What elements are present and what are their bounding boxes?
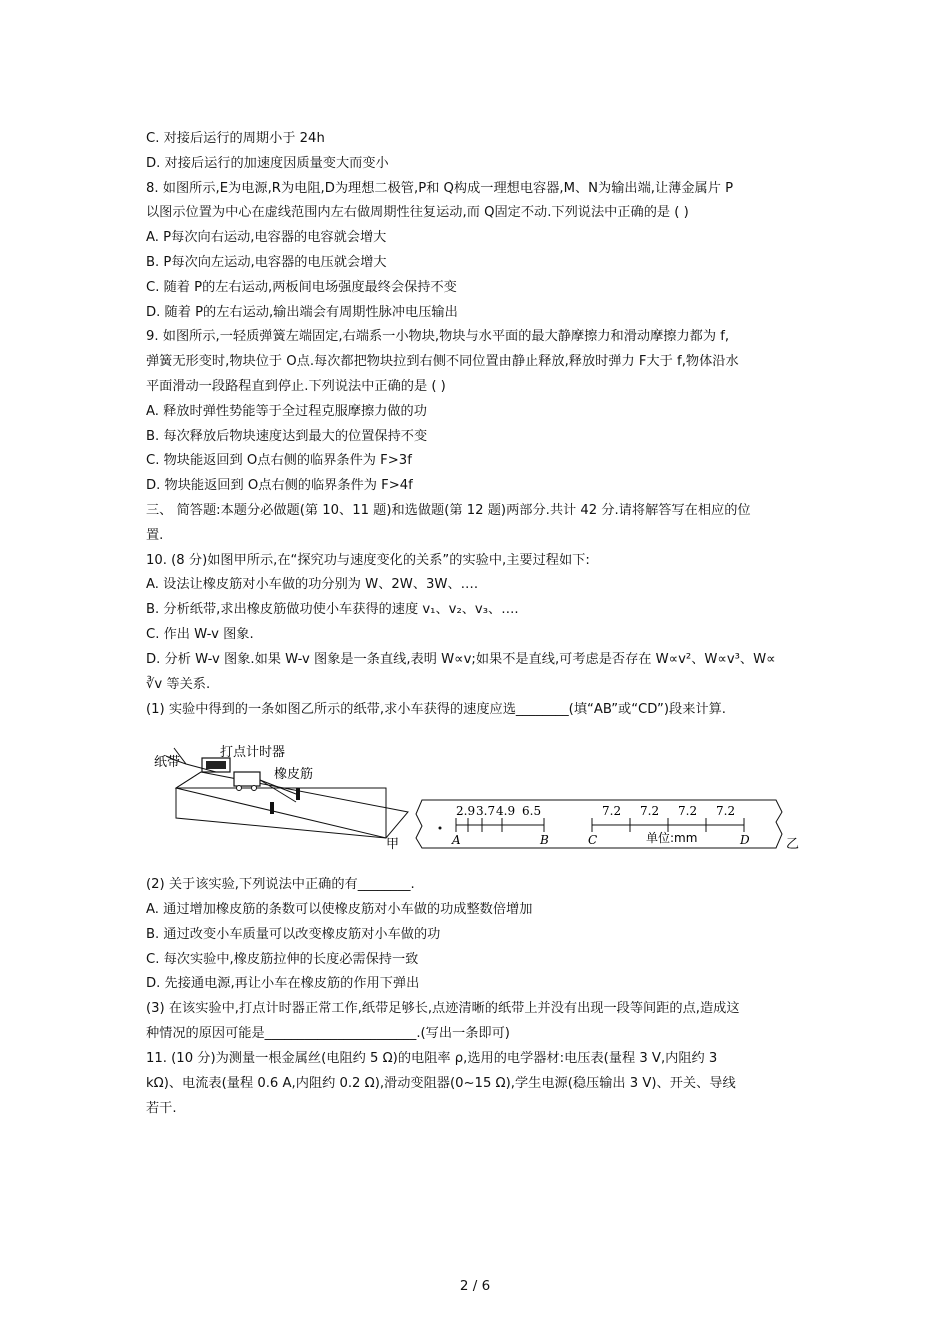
option-10-2b: B. 通过改变小车质量可以改变橡皮筋对小车做的功 (146, 927, 441, 942)
question-9-stem-cont2: 平面滑动一段路程直到停止.下列说法中正确的是 ( ) (146, 379, 446, 394)
option-8b: B. P每次向左运动,电容器的电压就会增大 (146, 255, 387, 270)
step-10c: C. 作出 W-v 图象. (146, 627, 254, 642)
option-10-2d: D. 先接通电源,再让小车在橡皮筋的作用下弹出 (146, 976, 420, 991)
option-8a: A. P每次向右运动,电容器的电容就会增大 (146, 230, 387, 245)
question-8-stem-cont: 以图示位置为中心在虚线范围内左右做周期性往复运动,而 Q固定不动.下列说法中正确的是 ( ) (146, 205, 689, 220)
question-8-stem: 8. 如图所示,E为电源,R为电阻,D为理想二极管,P和 Q构成一理想电容器,M、N为输出端,让薄金属片 P (146, 181, 734, 196)
paper-tape-label: 纸带 (154, 755, 181, 770)
question-11-stem: 11. (10 分)为测量一根金属丝(电阻约 5 Ω)的电阻率 ρ,选用的电学器材:电压表(量程 3 V,内阻约 3 (146, 1051, 718, 1066)
rubber-band-2 (260, 780, 296, 802)
experiment-figure (146, 730, 810, 858)
car-wheel-1 (237, 786, 242, 791)
figure-yi-caption: 乙 (786, 837, 800, 852)
option-10-2c: C. 每次实验中,橡皮筋拉伸的长度必需保持一致 (146, 952, 419, 967)
timer-body (206, 761, 226, 769)
timer-label: 打点计时器 (220, 745, 286, 760)
car-body (234, 772, 260, 786)
question-11-stem-cont2: 若干. (146, 1101, 177, 1116)
post-1 (296, 788, 300, 800)
spacing-label: 3.7 (476, 804, 496, 818)
point-label-a: A (452, 833, 461, 847)
option-8d: D. 随着 P的左右运动,输出端会有周期性脉冲电压输出 (146, 305, 458, 320)
spacing-label: 7.2 (640, 804, 660, 818)
tape-dot (439, 827, 442, 830)
rubber-band-label: 橡皮筋 (274, 767, 314, 782)
car-wheel-2 (252, 786, 257, 791)
rubber-band-1 (260, 780, 296, 794)
option-9a: A. 释放时弹性势能等于全过程克服摩擦力做的功 (146, 404, 427, 419)
question-10-stem: 10. (8 分)如图甲所示,在“探究功与速度变化的关系”的实验中,主要过程如下: (146, 553, 590, 568)
question-10-part-2: (2) 关于该实验,下列说法中正确的有________. (146, 877, 415, 892)
page-number: 2 / 6 (459, 1278, 491, 1294)
question-10-part-3: (3) 在该实验中,打点计时器正常工作,纸带足够长,点迹清晰的纸带上并没有出现一段等间距的点,造成这 (146, 1001, 740, 1016)
spacing-label: 6.5 (522, 804, 542, 818)
spacing-label: 2.9 (456, 804, 476, 818)
question-9-stem-cont: 弹簧无形变时,物块位于 O点.每次都把物块拉到右侧不同位置由静止释放,释放时弹力 F大于 f,物体沿水 (146, 354, 739, 369)
step-10d: D. 分析 W-v 图象.如果 W-v 图象是一条直线,表明 W∝v;如果不是直线,可考虑是否存在 W∝v²、W∝v³、W∝ (146, 652, 776, 667)
figure-yi (416, 800, 799, 852)
question-10-part-1: (1) 实验中得到的一条如图乙所示的纸带,求小车获得的速度应选________(填“AB”或“CD”)段来计算. (146, 702, 726, 717)
option-7c: C. 对接后运行的周期小于 24h (146, 131, 325, 146)
option-9d: D. 物块能返回到 O点右侧的临界条件为 F>4f (146, 478, 413, 493)
spacing-label: 7.2 (678, 804, 698, 818)
section-3-heading-cont: 置. (146, 528, 164, 543)
question-9-stem: 9. 如图所示,一轻质弹簧左端固定,右端系一小物块,物块与水平面的最大静摩擦力和滑动摩擦力都为 f, (146, 329, 730, 344)
step-10d-cont: ∛v 等关系. (146, 677, 211, 692)
option-9b: B. 每次释放后物块速度达到最大的位置保持不变 (146, 429, 428, 444)
step-10b: B. 分析纸带,求出橡皮筋做功使小车获得的速度 v₁、v₂、v₃、…. (146, 602, 519, 617)
unit-label: 单位:mm (646, 831, 698, 845)
post-2 (270, 802, 274, 814)
point-label-b: B (540, 833, 549, 847)
option-10-2a: A. 通过增加橡皮筋的条数可以使橡皮筋对小车做的功成整数倍增加 (146, 902, 533, 917)
figure-jia-caption: 甲 (386, 837, 400, 852)
option-9c: C. 物块能返回到 O点右侧的临界条件为 F>3f (146, 453, 412, 468)
step-10a: A. 设法让橡皮筋对小车做的功分别为 W、2W、3W、…. (146, 577, 479, 592)
section-3-heading: 三、 简答题:本题分必做题(第 10、11 题)和选做题(第 12 题)两部分.共计 42 分.请将解答写在相应的位 (146, 503, 751, 518)
point-label-d: D (740, 833, 750, 847)
point-label-c: C (588, 833, 598, 847)
experiment-figure-svg (146, 730, 810, 858)
figure-jia (154, 744, 408, 852)
spacing-label: 4.9 (496, 804, 516, 818)
option-8c: C. 随着 P的左右运动,两板间电场强度最终会保持不变 (146, 280, 457, 295)
spacing-label: 7.2 (716, 804, 736, 818)
option-7d: D. 对接后运行的加速度因质量变大而变小 (146, 156, 389, 171)
question-10-part-3-cont: 种情况的原因可能是_______________________.(写出一条即可) (146, 1026, 510, 1041)
question-11-stem-cont: kΩ)、电流表(量程 0.6 A,内阻约 0.2 Ω),滑动变阻器(0~15 Ω),学生电源(稳压输出 3 V)、开关、导线 (146, 1076, 736, 1091)
spacing-label: 7.2 (602, 804, 622, 818)
